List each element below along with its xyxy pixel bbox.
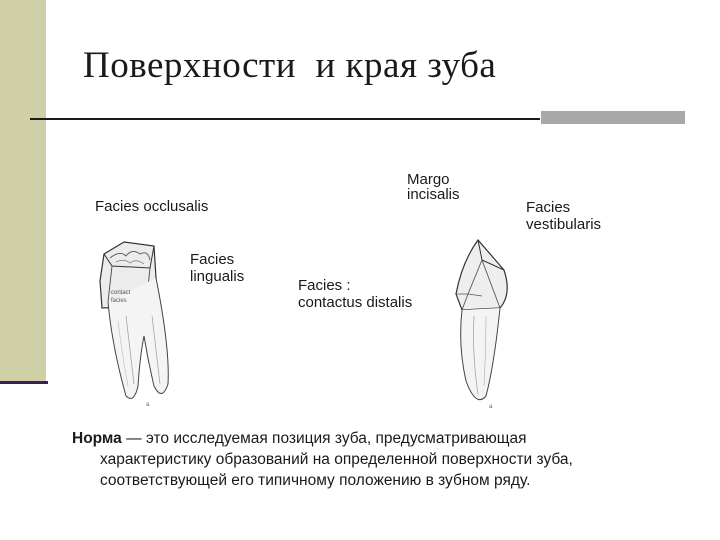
molar-inner-text-2: facies: [111, 298, 127, 304]
definition-line-2: характеристику образований на определенной поверхности зуба,: [100, 451, 573, 468]
label-facies-vestibularis: Facies vestibularis: [526, 199, 602, 233]
incisor-illustration: [442, 236, 514, 414]
decorative-side-bar: [0, 0, 46, 383]
side-bar-accent-line: [0, 381, 48, 384]
definition-term: Норма: [72, 430, 122, 447]
slide-title: Поверхности и края зуба: [83, 45, 497, 86]
title-rule-line: [30, 118, 540, 120]
molar-inner-text-1: contact: [111, 290, 131, 296]
molar-illustration: [96, 236, 178, 411]
label-margo-incisalis: Margo incisalis: [407, 171, 460, 203]
definition-line-3: соответствующей его типичному положению в зубном ряду.: [100, 472, 531, 489]
label-facies-occlusalis: Facies occlusalis: [95, 198, 209, 215]
label-facies-lingualis: Facies lingualis: [190, 251, 245, 285]
incisor-corner-mark: a: [489, 404, 493, 410]
definition-line-1: — это исследуемая позиция зуба, предусматривающая: [121, 430, 527, 447]
title-rule-gray-block: [541, 111, 685, 124]
norma-definition: [72, 428, 672, 491]
label-facies-contactus-distalis: Facies : contactus distalis: [298, 277, 413, 311]
molar-corner-mark: a: [146, 402, 150, 408]
